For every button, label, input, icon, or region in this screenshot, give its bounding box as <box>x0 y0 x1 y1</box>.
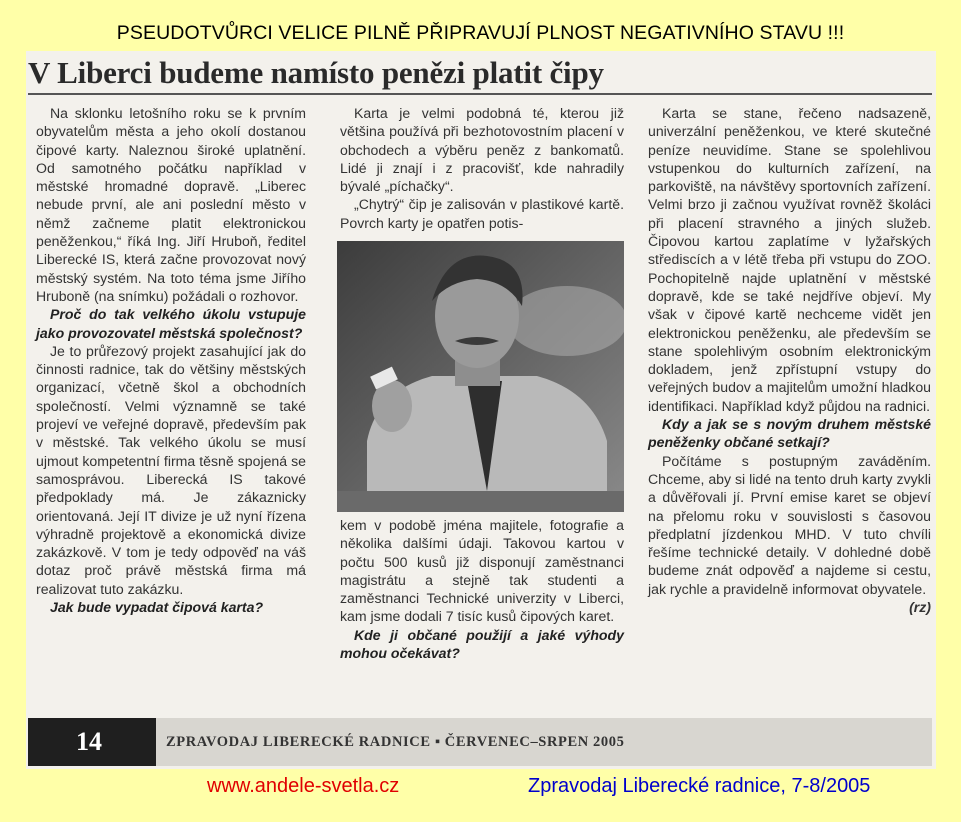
banner-title: PSEUDOTVŮRCI VELICE PILNĚ PŘIPRAVUJÍ PLNOST NEGATIVNÍHO STAVU !!! <box>116 22 845 44</box>
paragraph: Je to průřezový projekt zasahující jak do činnosti radnice, tak do většiny městských organizací, včetně škol a obchodních společností. Velmi významně se také projeví ve veřejné dopravě, především pak v městské. Tak velkého úkolu se musí ujmout kompetentní firma těsně spojená se samosprávou. Liberecká IS takové předpoklady má. Je zákaznicky orientovaná. Její IT divize je už nyní řízena výhradně projektově a ekonomická divize zakázkově. V tom je tedy odpověď na váš dotaz proč právě městská firma má realizovat tuto zakázku. <box>36 342 306 597</box>
source-citation: Zpravodaj Liberecké radnice, 7-8/2005 <box>528 775 871 797</box>
paragraph: kem v podobě jména majitele, fotografie a několika dalšími údaji. Takovou kartou v počtu 500 kusů již disponují zaměstnanci magistrátu a stejně tak studenti a zaměstnanci Technické univerzity v Liberci, kam jsme dodali 7 tisíc kusů čipových karet. <box>340 517 624 625</box>
interview-question: Jak bude vypadat čipová karta? <box>50 599 264 616</box>
website-link[interactable]: www.andele-svetla.cz <box>207 775 400 797</box>
author-signature: (rz) <box>909 599 931 616</box>
paragraph: Na sklonku letošního roku se k prvním obyvatelům města a jeho okolí dostanou čipové karty. Naleznou široké uplatnění. Od samotného počátku například v městské hromadné dopravě. „Liberec nebude první, ale ani poslední město v němž začneme platit elektronickou peněženkou,“ říká Ing. Jiří Hruboň, ředitel Liberecké IS, která začne provozovat nový městský systém. Na toto téma jsme Jiřího Hruboně (na snímku) požádali o rozhovor. <box>36 105 306 304</box>
article-headline: V Liberci budeme namísto penězi platit čipy <box>28 55 604 90</box>
headline-rule <box>28 93 932 95</box>
article-column-1 <box>36 104 306 616</box>
paragraph-text: Počítáme s postupným zaváděním. Chceme, aby si lidé na tento druh karty zvykli a důvěřovali jí. První emise karet se objeví na přelomu roku v souvislosti s časovou předplatní jízdenkou MHD. V tuto chvíli řešíme technické detaily. V dohledné době budeme znát odpověď a najdeme si cestu, jak rychle a pravidelně informovat obyvatele. <box>648 452 931 597</box>
article-column-2-bottom <box>340 516 624 662</box>
paragraph: „Chytrý“ čip je zalisován v plastikové kartě. Povrch karty je opatřen potis- <box>340 196 624 231</box>
article-column-2-top <box>340 104 624 232</box>
publication-title: ZPRAVODAJ LIBERECKÉ RADNICE ▪ ČERVENEC–SRPEN 2005 <box>166 734 625 750</box>
interview-question: Kdy a jak se s novým druhem městské peněženky občané setkají? <box>648 416 931 451</box>
article-column-3 <box>648 104 931 616</box>
portrait-photo <box>337 241 624 512</box>
interview-question: Kde ji občané použijí a jaké výhody mohou očekávat? <box>340 626 624 662</box>
page-number: 14 <box>76 727 102 756</box>
paragraph: Karta je velmi podobná té, kterou již většina používá při bezhotovostním placení v obchodech a výběru peněz z bankomatů. Lidé ji znají i z pracovišť, kde nahradily bývalé „píchačky“. <box>340 105 624 195</box>
paragraph <box>648 452 931 616</box>
interview-question: Proč do tak velkého úkolu vstupuje jako provozovatel městská společnost? <box>36 306 306 341</box>
paragraph: Karta se stane, řečeno nadsazeně, univerzální peněženkou, ve které skutečné peníze neuvidíme. Stane se spolehlivou vstupenkou do kulturních zařízení, na parkoviště, na návštěvy sportovních zařízení. Velmi brzo ji začnou využívat rovněž školáci při placení stravného a jiných služeb. Čipovou kartou zaplatíme v lyžařských střediscích a v létě třeba při vstupu do ZOO. Pochopitelně najde uplatnění v městské dopravě, kde se také nejdříve objeví. My však v čipové kartě nechceme vidět jen elektronickou peněženku, ale především se stane spolehlivým osobním elektronickým dokladem, jenž zpřístupní vstupy do veřejných budov a majitelům umožní hladkou identifikaci. Například když půjdou na radnici. <box>648 105 931 414</box>
